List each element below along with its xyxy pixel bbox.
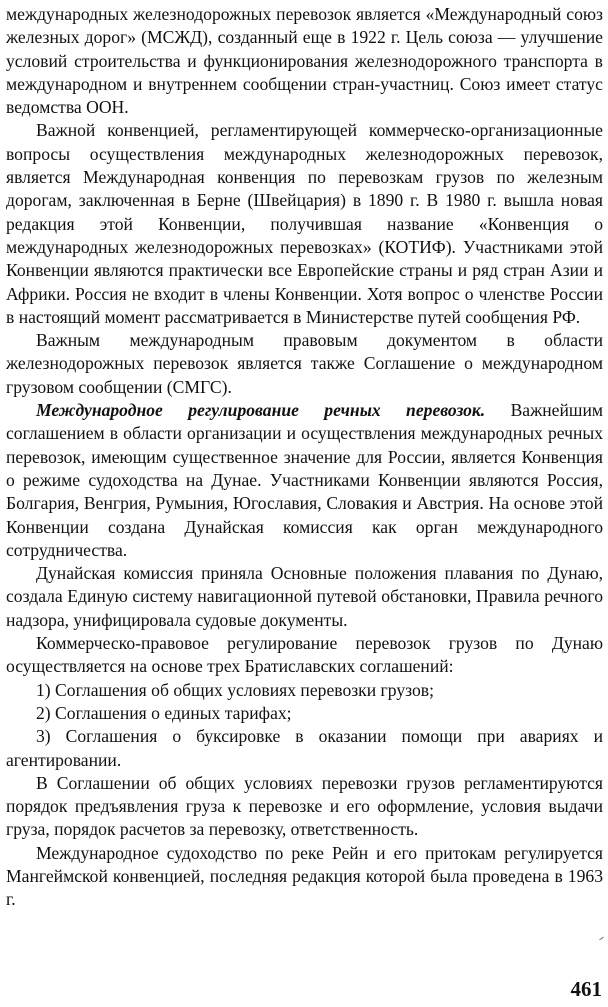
paragraph-general-conditions: В Соглашении об общих условиях перевозки грузов регламентируются порядок предъявления груза к перевозке и его оформление, условия выдачи груза, порядок расчетов за перевозку, ответственность. [6,772,603,840]
stray-mark [599,937,604,941]
paragraph-smgs: Важным международным правовым документом в области железнодорожных перевозок является также Соглашение о международном грузовом сообщении (СМГС). [6,330,603,397]
paragraph-river-regulation-text: Важнейшим соглашением в области организации и осуществления международных речных перевозок, имеющим существенное значение для России, является Конвенция о режиме судоходства на Дунае. Участниками Конвенции являются Россия, Болгария, Венгрия, Румыния, Югославия, Словакия и Австрия. На основе этой Конвенции создана Дунайская комиссия как орган международного сотрудничества. [6,400,603,560]
paragraph-bratislava-agreements: Коммерческо-правовое регулирование перевозок грузов по Дунаю осуществляется на основе трех Братиславских соглашений: [6,633,603,677]
page-number: 461 [570,977,602,1001]
paragraph-rhine: Международное судоходство по реке Рейн и его притокам регулируется Мангеймской конвенцией, последняя редакция которой была проведена в 1963 г. [6,842,603,910]
body-text [6,3,603,912]
list-item-general-conditions: 1) Соглашения об общих условиях перевозки грузов; [36,679,434,700]
paragraph-cotif: Важной конвенцией, регламентирующей коммерческо-организационные вопросы осуществления международных железнодорожных перевозок, является Международная конвенция по перевозкам грузов по железным дорогам, заключенная в Берне (Швейцария) в 1890 г. В 1980 г. вышла новая редакция этой Конвенции, получившая название «Конвенция о международных железнодорожных перевозках» (КОТИФ). Участниками этой Конвенции являются практически все Европейские страны и ряд стран Азии и Африки. Россия не входит в члены Конвенции. Хотя вопрос о членстве России в настоящий момент рассматривается в Министерстве путей сообщения РФ. [6,120,603,327]
run-in-heading: Международное регулирование речных перевозок. [36,400,486,421]
list-item-towage: 3) Соглашения о буксировке в оказании помощи при авариях и агентировании. [6,726,603,770]
paragraph-danube-commission: Дунайская комиссия приняла Основные положения плавания по Дунаю, создала Единую систему навигационной путевой обстановки, Правила речного надзора, унифицировала судовые документы. [6,563,603,630]
paragraph-river-regulation [6,399,603,562]
list-item-tariffs: 2) Соглашения о единых тарифах; [36,702,292,723]
paragraph-mszhd: международных железнодорожных перевозок является «Международный союз железных дорог» (МСЖД), созданный еще в 1922 г. Цель союза — улучшение условий строительства и функционирования железнодорожного транспорта в международном и внутреннем сообщении стран-участниц. Союз имеет статус ведомства ООН. [6,4,603,118]
